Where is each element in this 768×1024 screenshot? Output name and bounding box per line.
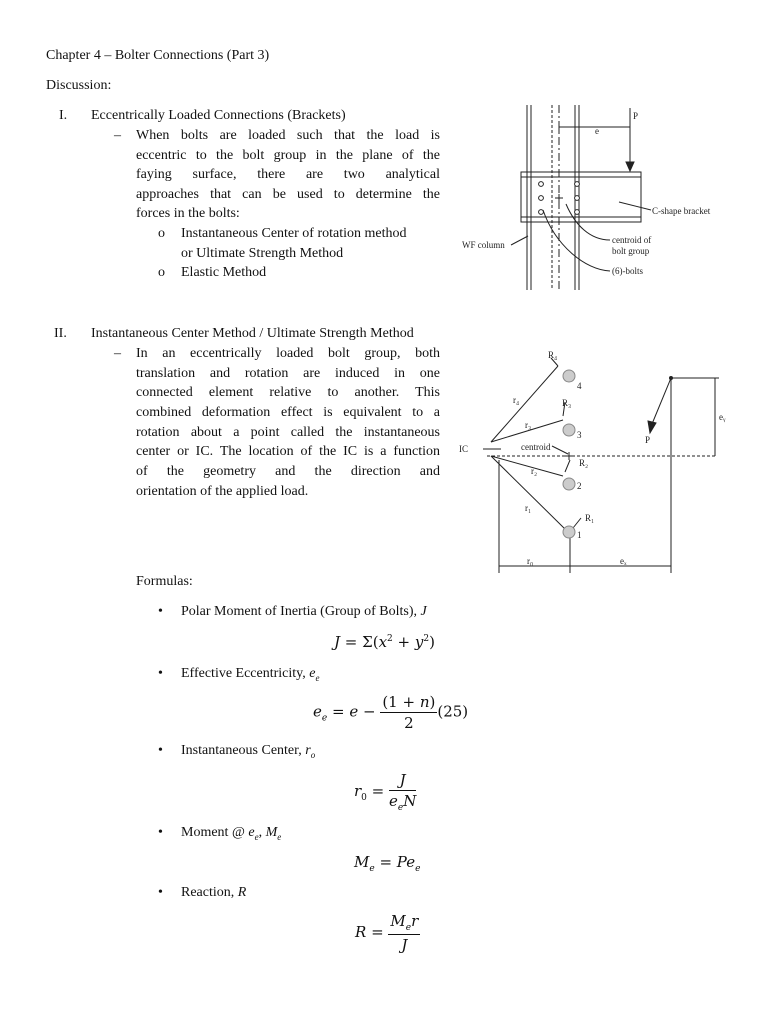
bolt-hole (539, 196, 544, 201)
section1-heading: Eccentrically Loaded Connections (Brackets) (91, 108, 346, 123)
section2-line-1: In an eccentrically loaded bolt group, both (136, 346, 440, 361)
load-label: P (645, 435, 651, 445)
sub-item-elastic: Elastic Method (181, 265, 267, 280)
formula-effective-eccentricity: $e_e = e$ − $\frac{(1 + n)}{2}$ (25) (313, 693, 469, 732)
fig1-centroid-label-1: centroid of (612, 235, 652, 245)
section1-line-1: When bolts are loaded such that the load is (136, 128, 440, 143)
section1-line-3: faying surface, there are two analytical (136, 167, 440, 182)
discussion-label: Discussion: (46, 78, 112, 93)
bolt-4 (563, 370, 575, 382)
section2-line-6: center or IC. The location of the IC is a function (136, 444, 440, 459)
section1-numeral: I. (59, 108, 68, 123)
fig1-eccentricity-label: e (595, 126, 599, 136)
section2-line-3: connected element relative to another. This (136, 385, 440, 400)
ey-dimension-label: eᵧ (719, 412, 726, 422)
reaction-r2-label: R₂ (579, 458, 589, 468)
bolt-2-label: 2 (577, 481, 582, 491)
section1-line-4: approaches that can be used to determine the (136, 187, 440, 202)
page-title: Chapter 4 – Bolter Connections (Part 3) (46, 48, 270, 63)
polar-moment-label: Polar Moment of Inertia (Group of Bolts), J (181, 604, 427, 619)
section2-line-2: translation and rotation are induced in one (136, 366, 440, 381)
sub-bullet-2: o (158, 265, 165, 280)
bullet-reaction: • (158, 885, 163, 900)
section1-dash: – (114, 128, 121, 143)
sub-item-ic-method-cont: or Ultimate Strength Method (181, 246, 344, 261)
bolt-3-label: 3 (577, 430, 582, 440)
section2-line-5: rotation about a point called the instantaneous (136, 425, 440, 440)
section2-heading: Instantaneous Center Method / Ultimate Strength Method (91, 326, 414, 341)
fig1-load-label: P (633, 111, 639, 121)
reaction-r4-label: R₄ (548, 350, 558, 360)
formula-moment: $M_e = Pe_e$ (354, 853, 421, 874)
ic-label: IC (459, 444, 468, 454)
fig1-column-label: WF column (462, 240, 505, 250)
fig1-centroid-label-2: bolt group (612, 246, 650, 256)
bolt-4-label: 4 (577, 381, 582, 391)
r0-dimension-label: r₀ (527, 556, 534, 566)
bolt-hole (539, 182, 544, 187)
bolt-hole (575, 182, 580, 187)
bolt-2 (563, 478, 575, 490)
bullet-moment: • (158, 825, 163, 840)
radius-r3-label: r₃ (525, 420, 532, 430)
section2-line-8: orientation of the applied load. (136, 484, 309, 499)
centroid-mark (555, 194, 563, 202)
bolt-1 (563, 526, 575, 538)
fig1-bolts-label: (6)-bolts (612, 266, 643, 276)
section1-line-2: eccentric to the bolt group in the plane of the (136, 148, 440, 163)
bullet-ic: • (158, 743, 163, 758)
radius-r2-label: r₂ (531, 466, 538, 476)
bracket-connection-figure (455, 100, 745, 295)
bullet-eff: • (158, 666, 163, 681)
load-point (669, 376, 673, 380)
centroid-label: centroid (521, 442, 551, 452)
section2-line-4: combined deformation effect is equivalent to a (136, 405, 440, 420)
bolt-hole (575, 210, 580, 215)
section1-line-5: forces in the bolts: (136, 206, 240, 221)
moment-label: Moment @ $e_e$, $M_e$ (181, 825, 282, 842)
formula-reaction: R = $\frac{M_er}{J}$ (355, 912, 419, 954)
instantaneous-center-label: Instantaneous Center, $r_o$ (181, 743, 316, 760)
bullet-polar: • (158, 604, 163, 619)
formula-polar-moment: $J = \Sigma(x^2 + y^2)$ (334, 633, 435, 651)
bolt-hole (575, 196, 580, 201)
section2-line-7: of the geometry and the direction and (136, 464, 440, 479)
sub-item-ic-method: Instantaneous Center of rotation method (181, 226, 407, 241)
formulas-label: Formulas: (136, 574, 193, 589)
bolt-1-label: 1 (577, 530, 582, 540)
instantaneous-center-figure (455, 348, 740, 578)
fig1-bracket-label: C-shape bracket (652, 206, 711, 216)
sub-bullet-1: o (158, 226, 165, 241)
radius-r4-label: r₄ (513, 395, 520, 405)
effective-eccentricity-label: Effective Eccentricity, $e_e$ (181, 666, 320, 683)
section2-dash: – (114, 346, 121, 361)
radius-r1-label: r₁ (525, 503, 532, 513)
formula-instantaneous-center: $r_0$ = $\frac{J}{e_eN}$ (354, 771, 417, 813)
reaction-r3-label: R₃ (562, 398, 572, 408)
bolt-hole (539, 210, 544, 215)
reaction-r1-label: R₁ (585, 513, 595, 523)
section2-numeral: II. (54, 326, 67, 341)
ex-dimension-label: eₓ (620, 556, 627, 566)
bolt-3 (563, 424, 575, 436)
reaction-label: Reaction, R (181, 885, 247, 900)
